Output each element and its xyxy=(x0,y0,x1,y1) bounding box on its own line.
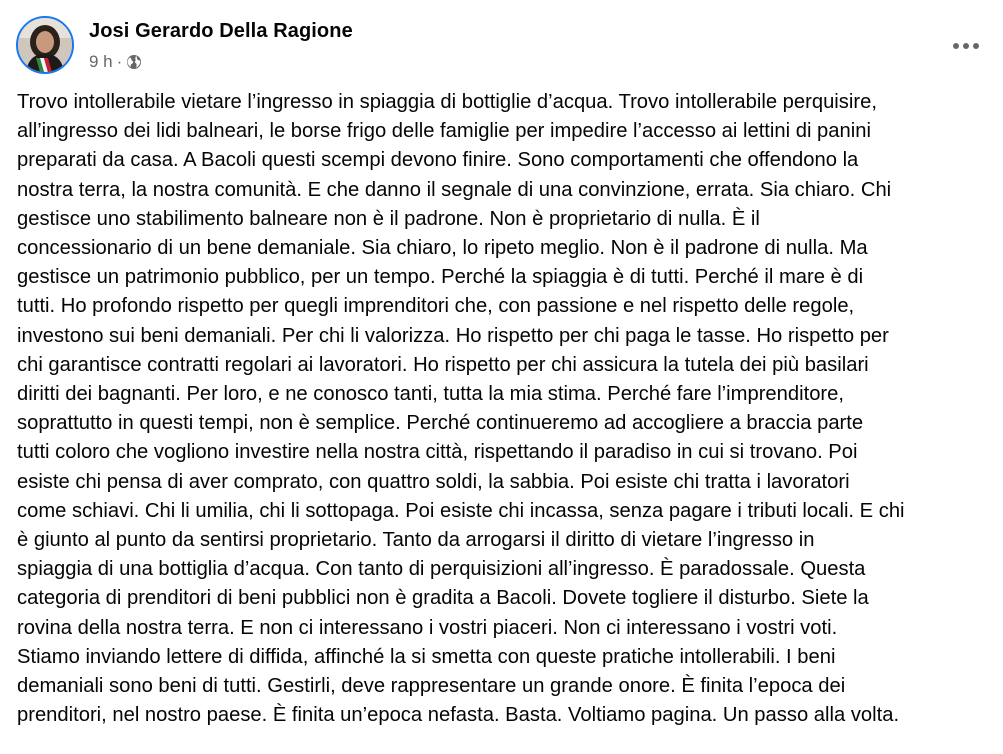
ellipsis-dot xyxy=(973,43,979,49)
avatar-photo xyxy=(18,18,72,72)
post-body-text: Trovo intollerabile vietare l’ingresso in spiaggia di bottiglie d’acqua. Trovo intollerabile perquisire, all’ingresso dei lidi balneari, le borse frigo delle famiglie per impedire l’accesso ai lettini di panini preparati da casa. A Bacoli questi scempi devono finire. Sono comportamenti che offendono la nostra terra, la nostra comunità. E che danno il segnale di una convinzione, errata. Sia chiaro. Chi gestisce uno stabilimento balneare non è il padrone. Non è proprietario di nulla. È il concessionario di un bene demaniale. Sia chiaro, lo ripeto meglio. Non è il padrone di nulla. Ma gestisce un patrimonio pubblico, per un tempo. Perché la spiaggia è di tutti. Perché il mare è di tutti. Ho profondo rispetto per quegli imprenditori che, con passione e nel rispetto delle regole, investono sui beni demaniali. Per chi li valorizza. Ho rispetto per chi paga le tasse. Ho rispetto per chi garantisce contratti regolari ai lavoratori. Ho rispetto per chi assicura la tutela dei più basilari diritti dei bagnanti. Per loro, e ne conosco tanti, tutta la mia stima. Perché fare l’imprenditore, soprattutto in questi tempi, non è semplice. Perché continueremo ad accogliere a braccia parte tutti coloro che vogliono investire nella nostra città, rispettando il paradiso in cui si trovano. Poi esiste chi pensa di aver comprato, con quattro soldi, la sabbia. Poi esiste chi tratta i lavoratori come schiavi. Chi li umilia, chi li sottopaga. Poi esiste chi incassa, senza pagare i tributi locali. E chi è giunto al punto da sentirsi proprietario. Tanto da arrogarsi il diritto di vietare l’ingresso in spiaggia di una bottiglia d’acqua. Con tanto di perquisizioni all’ingresso. È paradossale. Questa categoria di prenditori di beni pubblici non è gradita a Bacoli. Dovete togliere il disturbo. Siete la rovina della nostra terra. E non ci interessano i vostri piaceri. Non ci interessano i vostri voti. Stiamo inviando lettere di diffida, affinché la si smetta con queste pratiche intollerabili. I beni demaniali sono beni di tutti. Gestirli, deve rappresentare un grande onore. È finita l’epoca dei prenditori, nel nostro paese. È finita un’epoca nefasta. Basta. Voltiamo pagina. Un passo alla volta. xyxy=(17,91,905,727)
more-options-button[interactable] xyxy=(948,32,984,60)
author-name[interactable]: Josi Gerardo Della Ragione xyxy=(89,20,353,42)
avatar[interactable] xyxy=(16,16,74,74)
globe-icon[interactable] xyxy=(126,54,142,70)
ellipsis-dot xyxy=(963,43,969,49)
post-meta xyxy=(89,52,142,72)
post-timestamp[interactable]: 9 h xyxy=(89,52,113,71)
meta-separator: · xyxy=(116,52,123,71)
post-header xyxy=(16,14,986,78)
ellipsis-icon xyxy=(953,43,959,49)
